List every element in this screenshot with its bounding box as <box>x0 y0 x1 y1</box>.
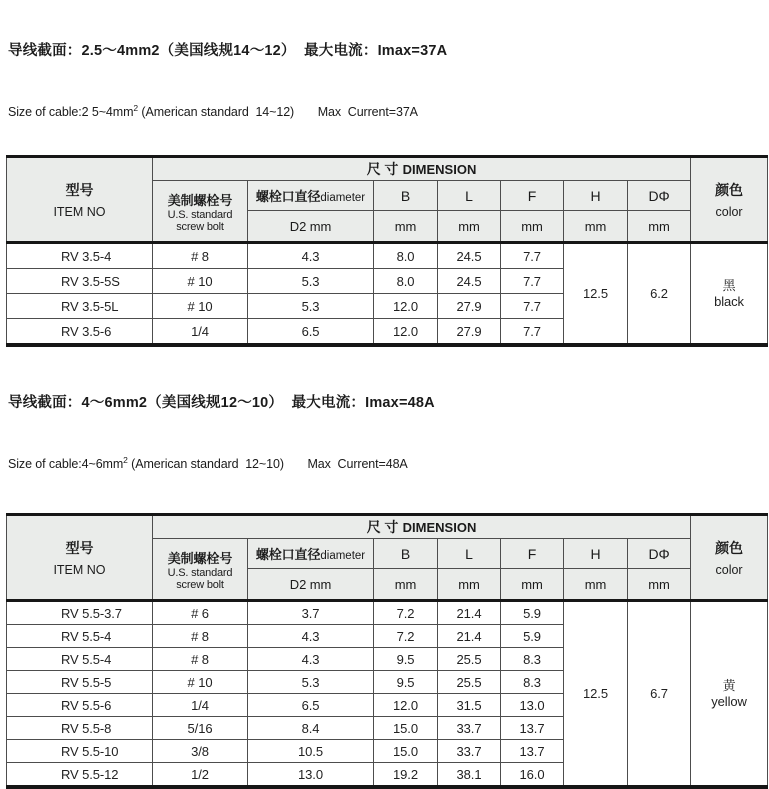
cell-l: 21.4 <box>438 601 501 625</box>
cell-screw-bolt: 1/4 <box>153 319 248 346</box>
header-item-no <box>7 157 153 243</box>
cell-item-no: RV 3.5-5L <box>7 294 153 319</box>
cell-l: 38.1 <box>438 763 501 788</box>
header-item-no <box>7 515 153 601</box>
header-screw-bolt-cn: 美制螺栓号 <box>167 550 233 566</box>
cell-item-no: RV 5.5-8 <box>7 717 153 740</box>
cell-item-no: RV 5.5-5 <box>7 671 153 694</box>
header-unit-f: mm <box>501 569 564 601</box>
color-value-cn: 黄 <box>722 677 736 693</box>
cell-b: 12.0 <box>374 319 438 346</box>
cell-l: 33.7 <box>438 717 501 740</box>
cell-l: 27.9 <box>438 319 501 346</box>
section-1-intro-en <box>8 100 769 121</box>
header-diameter-en: diameter <box>320 549 366 562</box>
section-1-intro-cn: 导线截面：2.5～4mm2（美国线规14～12） 最大电流：Imax=37A <box>8 43 448 59</box>
header-diameter <box>248 539 374 569</box>
cell-f: 8.3 <box>501 648 564 671</box>
cell-l: 25.5 <box>438 648 501 671</box>
header-screw-bolt-en1: U.S. standard <box>167 566 233 579</box>
color-value-cn: 黑 <box>722 277 736 293</box>
cell-item-no: RV 5.5-6 <box>7 694 153 717</box>
cell-l: 31.5 <box>438 694 501 717</box>
cell-screw-bolt: # 8 <box>153 243 248 269</box>
cell-screw-bolt: # 10 <box>153 269 248 294</box>
intro-en-text: Size of cable:2 5~4mm <box>8 105 134 120</box>
table-row <box>7 243 768 269</box>
table-row <box>7 601 768 625</box>
header-color <box>691 157 768 243</box>
cell-screw-bolt: 1/2 <box>153 763 248 788</box>
cell-b: 7.2 <box>374 601 438 625</box>
header-col-dphi: DΦ <box>628 539 691 569</box>
cell-f: 13.7 <box>501 717 564 740</box>
cell-d2: 6.5 <box>248 694 374 717</box>
cell-d2: 6.5 <box>248 319 374 346</box>
cell-item-no: RV 5.5-10 <box>7 740 153 763</box>
header-dimension-en: DIMENSION <box>402 520 477 536</box>
cell-item-no: RV 5.5-12 <box>7 763 153 788</box>
header-item-no-en: ITEM NO <box>53 205 106 220</box>
header-col-b: B <box>374 539 438 569</box>
header-col-h: H <box>564 539 628 569</box>
header-unit-f: mm <box>501 211 564 243</box>
cell-item-no: RV 5.5-4 <box>7 625 153 648</box>
header-unit-dphi: mm <box>628 211 691 243</box>
intro-en-text: (American standard 12~10) Max Current=48A <box>127 457 408 472</box>
spec-table-1 <box>6 155 768 347</box>
header-item-no-en: ITEM NO <box>53 563 106 578</box>
cell-f: 7.7 <box>501 294 564 319</box>
cell-color-merged <box>691 601 768 788</box>
cell-d2: 3.7 <box>248 601 374 625</box>
header-unit-dphi: mm <box>628 569 691 601</box>
cell-item-no: RV 5.5-4 <box>7 648 153 671</box>
cell-d2: 8.4 <box>248 717 374 740</box>
header-color-cn: 颜色 <box>715 182 743 199</box>
cell-b: 15.0 <box>374 740 438 763</box>
header-col-l: L <box>438 539 501 569</box>
superscript-2: 2 <box>133 103 139 113</box>
cell-screw-bolt: 5/16 <box>153 717 248 740</box>
cell-d2: 5.3 <box>248 269 374 294</box>
cell-d2: 13.0 <box>248 763 374 788</box>
header-color-en: color <box>715 563 743 578</box>
header-dimension <box>153 515 691 539</box>
cell-b: 8.0 <box>374 243 438 269</box>
header-col-f: F <box>501 539 564 569</box>
header-col-dphi: DΦ <box>628 181 691 211</box>
cell-f: 13.0 <box>501 694 564 717</box>
cell-l: 25.5 <box>438 671 501 694</box>
cell-f: 16.0 <box>501 763 564 788</box>
cell-h-merged: 12.5 <box>564 601 628 788</box>
cell-screw-bolt: # 10 <box>153 294 248 319</box>
cell-screw-bolt: # 8 <box>153 625 248 648</box>
cell-b: 9.5 <box>374 671 438 694</box>
superscript-2: 2 <box>123 455 128 466</box>
header-dimension <box>153 157 691 181</box>
cell-b: 9.5 <box>374 648 438 671</box>
cell-dphi-merged: 6.2 <box>628 243 691 346</box>
intro-en-text: Size of cable:4~6mm <box>8 457 124 472</box>
cell-item-no: RV 3.5-5S <box>7 269 153 294</box>
cell-dphi-merged: 6.7 <box>628 601 691 788</box>
header-diameter-cn: 螺栓口直径 <box>255 546 321 562</box>
header-unit-h: mm <box>564 211 628 243</box>
cell-b: 7.2 <box>374 625 438 648</box>
cell-item-no: RV 3.5-6 <box>7 319 153 346</box>
header-col-l: L <box>438 181 501 211</box>
cell-h-merged: 12.5 <box>564 243 628 346</box>
header-screw-bolt-en2: screw bolt <box>176 578 224 591</box>
color-value-en: yellow <box>711 693 747 709</box>
cell-l: 27.9 <box>438 294 501 319</box>
cell-f: 7.7 <box>501 319 564 346</box>
header-dimension-cn: 尺 寸 <box>366 519 399 536</box>
spec-table-2 <box>6 513 768 789</box>
cell-d2: 10.5 <box>248 740 374 763</box>
cell-screw-bolt: # 6 <box>153 601 248 625</box>
section-2-intro-en <box>8 452 769 473</box>
header-unit-l: mm <box>438 569 501 601</box>
cell-l: 24.5 <box>438 243 501 269</box>
table-1-header <box>7 157 768 243</box>
cell-b: 12.0 <box>374 694 438 717</box>
cell-l: 21.4 <box>438 625 501 648</box>
header-color-en: color <box>715 205 743 220</box>
cell-b: 12.0 <box>374 294 438 319</box>
header-screw-bolt <box>153 181 248 243</box>
cell-f: 5.9 <box>501 625 564 648</box>
cell-f: 13.7 <box>501 740 564 763</box>
header-dimension-en: DIMENSION <box>402 162 477 178</box>
header-item-no-cn: 型号 <box>65 182 94 199</box>
cell-l: 24.5 <box>438 269 501 294</box>
cell-d2: 4.3 <box>248 243 374 269</box>
header-color-cn: 颜色 <box>715 540 743 557</box>
cell-d2: 5.3 <box>248 294 374 319</box>
header-screw-bolt <box>153 539 248 601</box>
table-2-body <box>7 601 768 788</box>
cell-screw-bolt: 3/8 <box>153 740 248 763</box>
table-2-header <box>7 515 768 601</box>
cell-l: 33.7 <box>438 740 501 763</box>
header-diameter-en: diameter <box>320 191 366 204</box>
cell-f: 5.9 <box>501 601 564 625</box>
section-2-intro-cn: 导线截面：4～6mm2（美国线规12～10） 最大电流：Imax=48A <box>8 395 435 412</box>
header-screw-bolt-en1: U.S. standard <box>167 208 233 221</box>
header-item-no-cn: 型号 <box>65 540 94 557</box>
cell-b: 15.0 <box>374 717 438 740</box>
header-unit-h: mm <box>564 569 628 601</box>
header-screw-bolt-en2: screw bolt <box>176 220 224 233</box>
cell-d2: 4.3 <box>248 625 374 648</box>
cell-b: 8.0 <box>374 269 438 294</box>
header-d2-mm: D2 mm <box>248 569 374 601</box>
header-col-h: H <box>564 181 628 211</box>
section-1-intro <box>8 6 769 139</box>
header-col-b: B <box>374 181 438 211</box>
header-unit-b: mm <box>374 569 438 601</box>
header-color <box>691 515 768 601</box>
header-diameter-cn: 螺栓口直径 <box>255 188 321 204</box>
header-unit-b: mm <box>374 211 438 243</box>
header-d2-mm: D2 mm <box>248 211 374 243</box>
cell-d2: 5.3 <box>248 671 374 694</box>
cell-screw-bolt: # 10 <box>153 671 248 694</box>
cell-item-no: RV 3.5-4 <box>7 243 153 269</box>
header-unit-l: mm <box>438 211 501 243</box>
header-col-f: F <box>501 181 564 211</box>
cell-b: 19.2 <box>374 763 438 788</box>
cell-f: 8.3 <box>501 671 564 694</box>
section-2-intro <box>8 358 769 491</box>
cell-f: 7.7 <box>501 243 564 269</box>
header-diameter <box>248 181 374 211</box>
intro-en-text: (American standard 14~12) Max Current=37A <box>138 105 418 120</box>
cell-item-no: RV 5.5-3.7 <box>7 601 153 625</box>
cell-color-merged <box>691 243 768 346</box>
color-value-en: black <box>714 293 744 309</box>
cell-d2: 4.3 <box>248 648 374 671</box>
header-dimension-cn: 尺 寸 <box>366 161 399 178</box>
cell-screw-bolt: # 8 <box>153 648 248 671</box>
cell-f: 7.7 <box>501 269 564 294</box>
header-screw-bolt-cn: 美制螺栓号 <box>167 192 233 208</box>
table-1-body <box>7 243 768 346</box>
cell-screw-bolt: 1/4 <box>153 694 248 717</box>
